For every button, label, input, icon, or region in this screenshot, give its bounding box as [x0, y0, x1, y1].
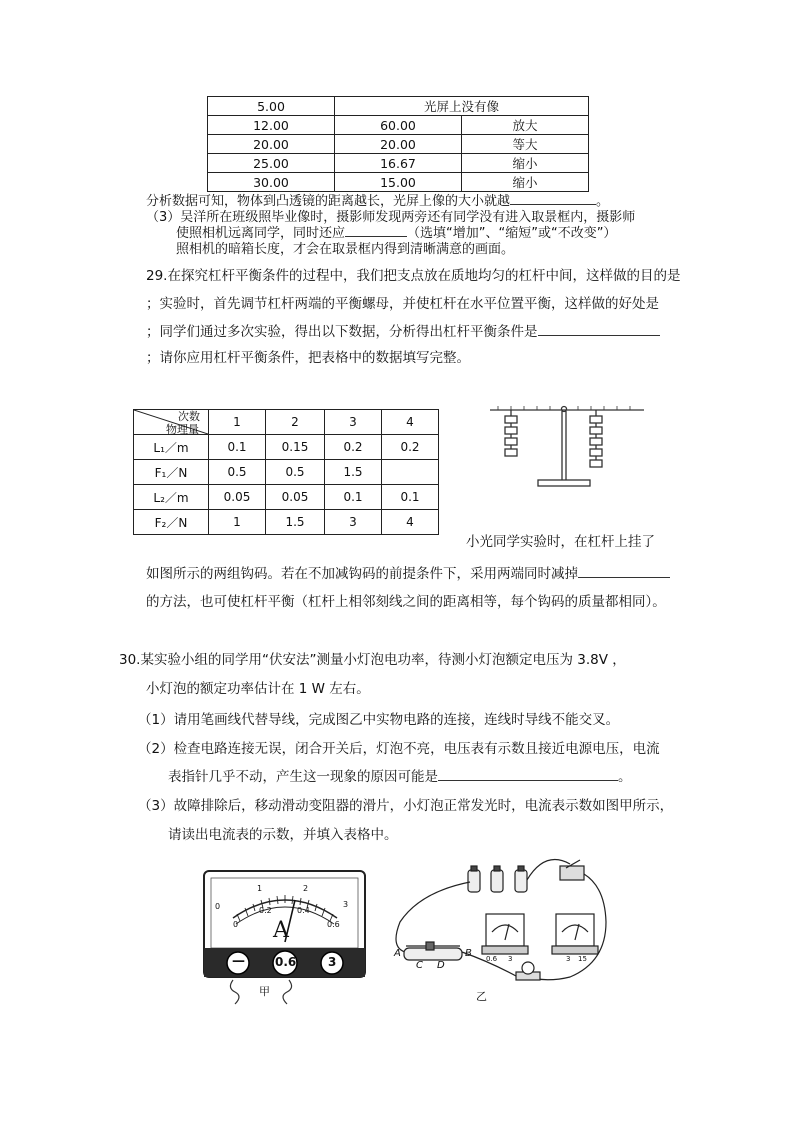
terminal-label-a: A	[394, 948, 401, 959]
answer-cell[interactable]	[382, 460, 439, 485]
q30-part3-line1: （3）故障排除后，移动滑动变阻器的滑片，小灯泡正常发光时，电流表示数如图甲所示，	[138, 798, 674, 814]
table-row	[134, 435, 439, 460]
q29-line2: ；实验时，首先调节杠杆两端的平衡螺母，并使杠杆在水平位置平衡，这样做的好处是	[146, 296, 659, 312]
table-row	[208, 173, 589, 192]
figure-caption-jia: 甲	[259, 985, 270, 998]
q30-line2: 小灯泡的额定功率估计在 1 W 左右。	[146, 681, 370, 697]
table-cell: 25.00	[208, 154, 335, 173]
scale-top-label: 3	[343, 900, 349, 909]
table-row	[208, 97, 589, 116]
scale-bottom-label: 0.4	[297, 906, 310, 915]
answer-blank[interactable]	[578, 577, 670, 578]
end-mark: 。	[596, 194, 610, 209]
q28-analysis-text: 分析数据可知，物体到凸透镜的距离越长，光屏上像的大小就越	[146, 194, 511, 209]
table-row	[208, 116, 589, 135]
voltmeter-terminal-label: 15	[578, 955, 587, 963]
table-cell: 缩小	[462, 173, 589, 192]
row-label: F₁／N	[134, 460, 209, 485]
lens-data-table	[207, 96, 589, 192]
q29-line6: 的方法，也可使杠杆平衡（杠杆上相邻刻线之间的距离相等，每个钩码的质量都相同）。	[146, 594, 666, 610]
col-header: 2	[266, 410, 325, 435]
answer-blank[interactable]	[510, 204, 596, 205]
header-top-label: 次数	[178, 410, 200, 423]
q30-part2-line1: （2）检查电路连接无误，闭合开关后，灯泡不亮，电压表有示数且接近电源电压，电流	[138, 741, 660, 757]
table-cell: 4	[382, 510, 439, 535]
table-cell: 光屏上没有像	[335, 97, 589, 116]
q29-line5-text: 如图所示的两组钩码。若在不加减钩码的前提条件下，采用两端同时减掉	[146, 566, 578, 582]
table-row	[208, 154, 589, 173]
pivot	[562, 407, 567, 412]
table-cell: 0.05	[266, 485, 325, 510]
table-cell: 20.00	[335, 135, 462, 154]
answer-blank[interactable]	[438, 780, 618, 781]
table-corner-cell	[134, 410, 209, 435]
ammeter-terminal-label: 3	[508, 955, 513, 963]
q29-line4: ；请你应用杠杆平衡条件，把表格中的数据填写完整。	[146, 350, 470, 366]
table-row	[208, 135, 589, 154]
table-cell: 1.5	[325, 460, 382, 485]
table-cell: 0.05	[209, 485, 266, 510]
end-mark: 。	[618, 769, 632, 785]
table-cell: 15.00	[335, 173, 462, 192]
col-header: 3	[325, 410, 382, 435]
stand-base	[538, 480, 590, 486]
terminal-label-b: B	[465, 948, 472, 959]
row-label: L₁／m	[134, 435, 209, 460]
scale-top-label: 2	[303, 884, 309, 893]
q28-part3-options: （选填“增加”、“缩短”或“不改变”）	[407, 226, 617, 241]
q30-part1: （1）请用笔画线代替导线，完成图乙中实物电路的连接，连线时导线不能交叉。	[138, 712, 620, 728]
table-cell: 缩小	[462, 154, 589, 173]
table-cell: 0.5	[209, 460, 266, 485]
ammeter-figure	[203, 870, 366, 1007]
table-cell: 0.2	[325, 435, 382, 460]
voltmeter-terminal-label: 3	[566, 955, 571, 963]
table-cell: 0.5	[266, 460, 325, 485]
lever-figure	[484, 400, 652, 492]
table-cell: 0.1	[325, 485, 382, 510]
ammeter-terminal-label: 0.6	[486, 955, 498, 963]
table-cell: 20.00	[208, 135, 335, 154]
table-row	[134, 410, 439, 435]
col-header: 1	[209, 410, 266, 435]
q30-part3-line2: 请读出电流表的示数，并填入表格中。	[168, 827, 398, 843]
answer-blank[interactable]	[345, 236, 407, 237]
table-cell: 60.00	[335, 116, 462, 135]
row-label: L₂／m	[134, 485, 209, 510]
table-cell: 0.1	[209, 435, 266, 460]
terminal-negative: —	[232, 954, 245, 969]
table-cell: 30.00	[208, 173, 335, 192]
q29-line3-text: ；同学们通过多次实验，得出以下数据，分析得出杠杆平衡条件是	[146, 324, 538, 340]
header-bottom-label: 物理量	[166, 423, 199, 436]
terminal-3: 3	[328, 955, 337, 969]
table-row	[134, 510, 439, 535]
terminal-label-c: C	[416, 960, 423, 971]
table-cell: 1	[209, 510, 266, 535]
q29-line5	[146, 562, 670, 582]
table-cell: 5.00	[208, 97, 335, 116]
q28-part3-line1: （3）吴洋所在班级照毕业像时，摄影师发现两旁还有同学没有进入取景框内，摄影师	[146, 210, 636, 225]
q30-part2-text: 表指针几乎不动，产生这一现象的原因可能是	[168, 769, 438, 785]
table-cell: 3	[325, 510, 382, 535]
row-label: F₂／N	[134, 510, 209, 535]
table-cell: 1.5	[266, 510, 325, 535]
scale-bottom-label: 0.6	[327, 920, 340, 929]
scale-bottom-label: 0	[233, 920, 239, 929]
unit-label: A	[273, 918, 289, 943]
q29-line3	[146, 320, 660, 340]
table-row	[134, 460, 439, 485]
table-cell: 12.00	[208, 116, 335, 135]
terminal-0.6: 0.6	[275, 955, 297, 969]
q28-part3-line3: 照相机的暗箱长度，才会在取景框内得到清晰满意的画面。	[176, 242, 515, 257]
lever-caption: 小光同学实验时，在杠杆上挂了	[466, 534, 655, 550]
table-cell: 等大	[462, 135, 589, 154]
q30-line1: 30.某实验小组的同学用“伏安法”测量小灯泡电功率，待测小灯泡额定电压为 3.8V ，	[119, 652, 626, 668]
table-cell: 0.15	[266, 435, 325, 460]
table-cell: 放大	[462, 116, 589, 135]
terminal-label-d: D	[437, 960, 445, 971]
col-header: 4	[382, 410, 439, 435]
scale-top-label: 0	[215, 902, 221, 911]
table-row	[134, 485, 439, 510]
circuit-figure	[380, 852, 620, 1002]
circuit-drawing	[380, 852, 620, 1002]
lever-data-table	[133, 409, 439, 535]
q28-part3-text: 使照相机远离同学，同时还应	[176, 226, 346, 241]
figure-caption-yi: 乙	[476, 990, 487, 1003]
scale-top-label: 1	[257, 884, 263, 893]
answer-blank[interactable]	[538, 335, 660, 336]
table-cell: 16.67	[335, 154, 462, 173]
scale-bottom-label: 0.2	[259, 906, 272, 915]
table-cell: 0.2	[382, 435, 439, 460]
q29-line1: 29.在探究杠杆平衡条件的过程中，我们把支点放在质地均匀的杠杆中间，这样做的目的是	[146, 268, 681, 284]
table-cell: 0.1	[382, 485, 439, 510]
diagonal-header	[134, 410, 208, 434]
q30-part2-line2	[168, 765, 632, 785]
